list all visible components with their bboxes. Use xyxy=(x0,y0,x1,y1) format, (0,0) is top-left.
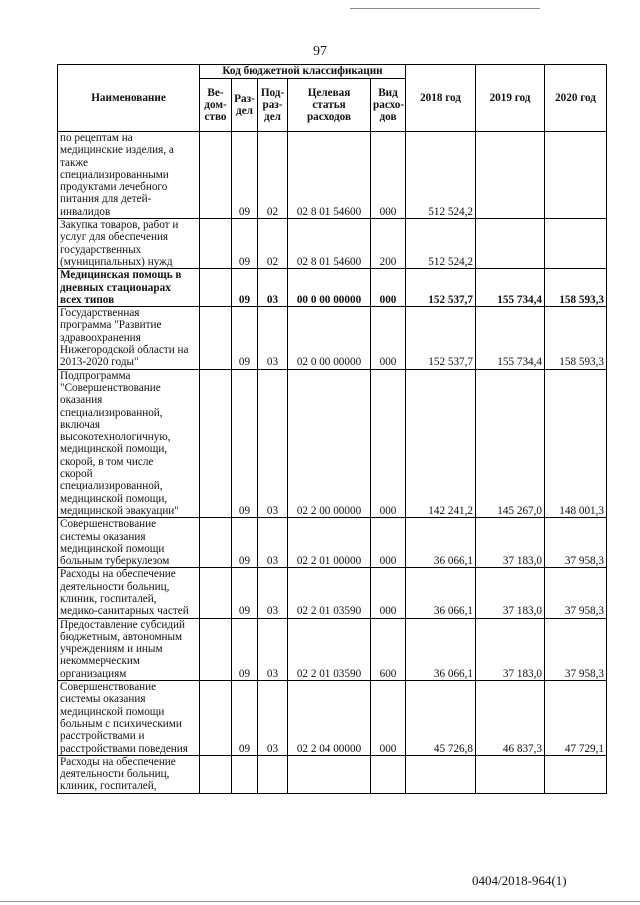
header-target-article: Целевая статья расходов xyxy=(288,79,371,132)
row-2019-cell xyxy=(476,132,545,219)
table-row xyxy=(58,755,607,793)
header-code-group: Код бюджетной классификации xyxy=(200,65,406,79)
header-name: Наименование xyxy=(58,65,200,132)
row-podrazdel-cell: 02 xyxy=(258,132,288,219)
row-name-cell: Совершенствование системы оказания медицинской помощи больным с психическими расстройствами и расстройствами поведения xyxy=(58,681,200,756)
row-2018-cell xyxy=(406,755,476,793)
header-2018: 2018 год xyxy=(406,65,476,132)
row-2018-cell: 152 537,7 xyxy=(406,269,476,307)
table-row xyxy=(58,269,607,307)
row-target-cell xyxy=(288,755,371,793)
table-row xyxy=(58,518,607,568)
table-row xyxy=(58,369,607,518)
scan-top-rule xyxy=(350,8,540,9)
document-code: 0404/2018-964(1) xyxy=(472,873,567,888)
row-expense-type-cell: 000 xyxy=(371,269,406,307)
row-expense-type-cell: 000 xyxy=(371,568,406,618)
row-podrazdel-cell: 03 xyxy=(258,369,288,518)
row-razdel-cell: 09 xyxy=(232,568,258,618)
row-razdel-cell: 09 xyxy=(232,307,258,369)
row-2020-cell xyxy=(545,132,607,219)
table-row xyxy=(58,618,607,680)
row-2018-cell: 45 726,8 xyxy=(406,681,476,756)
row-target-cell: 02 2 01 03590 xyxy=(288,618,371,680)
row-vedomstvo-cell xyxy=(200,269,232,307)
row-podrazdel-cell: 03 xyxy=(258,307,288,369)
row-podrazdel-cell: 03 xyxy=(258,518,288,568)
row-vedomstvo-cell xyxy=(200,681,232,756)
row-expense-type-cell: 600 xyxy=(371,618,406,680)
row-vedomstvo-cell xyxy=(200,618,232,680)
row-expense-type-cell: 200 xyxy=(371,219,406,269)
header-razdel: Раз- дел xyxy=(232,79,258,132)
row-expense-type-cell: 000 xyxy=(371,132,406,219)
row-expense-type-cell xyxy=(371,755,406,793)
row-razdel-cell xyxy=(232,755,258,793)
row-razdel-cell: 09 xyxy=(232,219,258,269)
row-2020-cell: 158 593,3 xyxy=(545,269,607,307)
row-2020-cell: 37 958,3 xyxy=(545,518,607,568)
row-2019-cell: 46 837,3 xyxy=(476,681,545,756)
row-vedomstvo-cell xyxy=(200,568,232,618)
row-2020-cell xyxy=(545,755,607,793)
row-razdel-cell: 09 xyxy=(232,518,258,568)
row-2019-cell: 37 183,0 xyxy=(476,518,545,568)
row-name-cell: Подпрограмма "Совершенствование оказания специализированной, включая высокотехнологичную, медицинской помощи, скорой, в том числе скорой специализированной, медицинской помощи, медицинской эвакуации" xyxy=(58,369,200,518)
table-row xyxy=(58,681,607,756)
page-number: 97 xyxy=(313,44,327,59)
row-2019-cell xyxy=(476,755,545,793)
row-name-cell: Предоставление субсидий бюджетным, автономным учреждениям и иным некоммерческим организациям xyxy=(58,618,200,680)
row-2019-cell: 37 183,0 xyxy=(476,568,545,618)
row-target-cell: 02 8 01 54600 xyxy=(288,219,371,269)
row-2019-cell: 145 267,0 xyxy=(476,369,545,518)
header-vedomstvo: Ве- дом- ство xyxy=(200,79,232,132)
row-razdel-cell: 09 xyxy=(232,132,258,219)
row-expense-type-cell: 000 xyxy=(371,518,406,568)
header-expense-type: Вид расхо- дов xyxy=(371,79,406,132)
row-target-cell: 02 2 01 03590 xyxy=(288,568,371,618)
header-podrazdel: Под- раз- дел xyxy=(258,79,288,132)
row-2018-cell: 152 537,7 xyxy=(406,307,476,369)
row-razdel-cell: 09 xyxy=(232,269,258,307)
row-target-cell: 02 2 00 00000 xyxy=(288,369,371,518)
row-name-cell: по рецептам на медицинские изделия, а также специализированными продуктами лечебного питания для детей- инвалидов xyxy=(58,132,200,219)
row-expense-type-cell: 000 xyxy=(371,307,406,369)
row-podrazdel-cell: 02 xyxy=(258,219,288,269)
table-row xyxy=(58,568,607,618)
row-2018-cell: 36 066,1 xyxy=(406,568,476,618)
header-2020: 2020 год xyxy=(545,65,607,132)
row-name-cell: Закупка товаров, работ и услуг для обеспечения государственных (муниципальных) нужд xyxy=(58,219,200,269)
row-podrazdel-cell: 03 xyxy=(258,568,288,618)
row-2018-cell: 512 524,2 xyxy=(406,132,476,219)
row-2018-cell: 142 241,2 xyxy=(406,369,476,518)
row-razdel-cell: 09 xyxy=(232,369,258,518)
row-2020-cell: 37 958,3 xyxy=(545,568,607,618)
row-2019-cell: 37 183,0 xyxy=(476,618,545,680)
row-2020-cell: 37 958,3 xyxy=(545,618,607,680)
row-podrazdel-cell: 03 xyxy=(258,269,288,307)
row-2019-cell: 155 734,4 xyxy=(476,307,545,369)
table-row xyxy=(58,219,607,269)
scan-bottom-rule xyxy=(0,901,640,902)
row-2020-cell: 148 001,3 xyxy=(545,369,607,518)
row-vedomstvo-cell xyxy=(200,369,232,518)
row-target-cell: 02 8 01 54600 xyxy=(288,132,371,219)
row-2020-cell xyxy=(545,219,607,269)
row-vedomstvo-cell xyxy=(200,307,232,369)
row-target-cell: 02 2 01 00000 xyxy=(288,518,371,568)
row-2020-cell: 47 729,1 xyxy=(545,681,607,756)
table-row xyxy=(58,132,607,219)
row-2019-cell: 155 734,4 xyxy=(476,269,545,307)
row-name-cell: Медицинская помощь в дневных стационарах всех типов xyxy=(58,269,200,307)
row-2018-cell: 512 524,2 xyxy=(406,219,476,269)
row-podrazdel-cell: 03 xyxy=(258,618,288,680)
row-vedomstvo-cell xyxy=(200,518,232,568)
row-target-cell: 00 0 00 00000 xyxy=(288,269,371,307)
row-vedomstvo-cell xyxy=(200,219,232,269)
row-2018-cell: 36 066,1 xyxy=(406,618,476,680)
header-2019: 2019 год xyxy=(476,65,545,132)
row-target-cell: 02 0 00 00000 xyxy=(288,307,371,369)
row-podrazdel-cell: 03 xyxy=(258,681,288,756)
row-2019-cell xyxy=(476,219,545,269)
row-razdel-cell: 09 xyxy=(232,618,258,680)
row-name-cell: Расходы на обеспечение деятельности больниц, клиник, госпиталей, xyxy=(58,755,200,793)
table-row xyxy=(58,307,607,369)
row-vedomstvo-cell xyxy=(200,755,232,793)
row-2020-cell: 158 593,3 xyxy=(545,307,607,369)
row-podrazdel-cell xyxy=(258,755,288,793)
row-target-cell: 02 2 04 00000 xyxy=(288,681,371,756)
row-expense-type-cell: 000 xyxy=(371,681,406,756)
row-razdel-cell: 09 xyxy=(232,681,258,756)
row-name-cell: Государственная программа "Развитие здравоохранения Нижегородской области на 2013-2020 годы" xyxy=(58,307,200,369)
row-vedomstvo-cell xyxy=(200,132,232,219)
budget-table xyxy=(57,64,607,794)
row-expense-type-cell: 000 xyxy=(371,369,406,518)
row-2018-cell: 36 066,1 xyxy=(406,518,476,568)
row-name-cell: Расходы на обеспечение деятельности больниц, клиник, госпиталей, медико-санитарных частей xyxy=(58,568,200,618)
row-name-cell: Совершенствование системы оказания медицинской помощи больным туберкулезом xyxy=(58,518,200,568)
